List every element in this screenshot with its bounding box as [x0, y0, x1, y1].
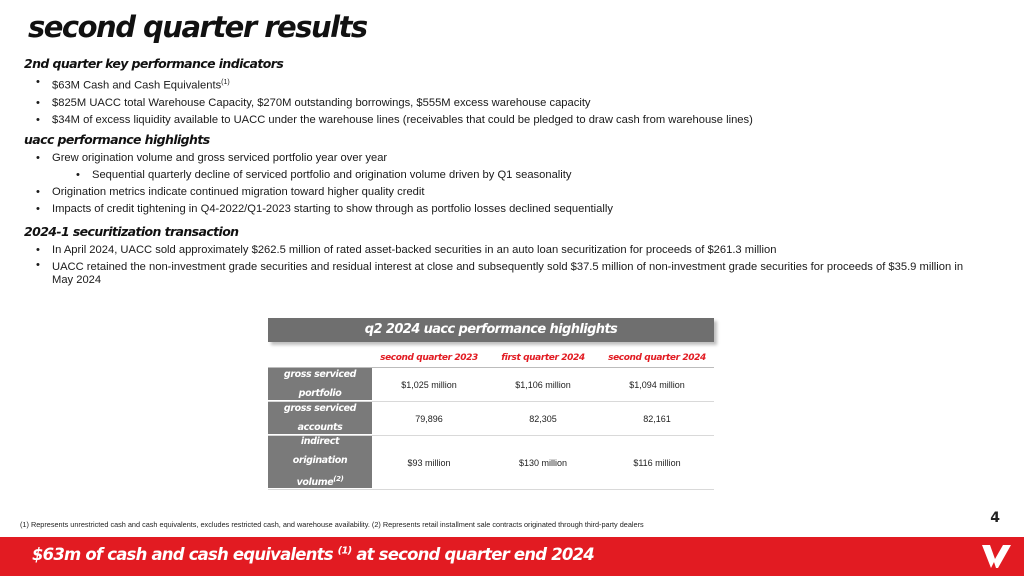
kpi-bullet: • $825M UACC total Warehouse Capacity, $270M outstanding borrowings, $555M excess warehouse capacity — [36, 95, 984, 112]
highlights-bullet: • Grew origination volume and gross serviced portfolio year over year — [36, 150, 984, 167]
securitization-bullet-list — [36, 242, 984, 289]
column-header: first quarter 2024 — [501, 352, 585, 363]
footnote-ref: (1) — [337, 545, 352, 557]
highlights-bullet: • Impacts of credit tightening in Q4-2022/Q1-2023 starting to show through as portfolio losses declined sequentially — [36, 201, 984, 218]
table-cell: 82,305 — [529, 413, 557, 424]
table-banner: q2 2024 uacc performance highlights — [268, 318, 714, 342]
table-row — [268, 436, 714, 490]
row-header: gross serviced portfolio — [268, 368, 372, 401]
footer-bar — [0, 537, 1024, 576]
table-cell: $1,094 million — [629, 379, 685, 390]
highlights-bullet-list — [36, 150, 984, 218]
page-title: second quarter results — [28, 10, 367, 44]
row-header: gross serviced accounts — [268, 402, 372, 435]
v-logo-icon — [980, 542, 1012, 570]
table-cell: 82,161 — [643, 413, 671, 424]
table-cell: 79,896 — [415, 413, 443, 424]
table-row — [268, 368, 714, 402]
footer-tagline: $63m of cash and cash equivalents $^{(1)}$ at second quarter end 2024 — [32, 545, 594, 564]
highlights-bullet: • Origination metrics indicate continued migration toward higher quality credit — [36, 184, 984, 201]
securitization-bullet: • In April 2024, UACC sold approximately $262.5 million of rated asset-backed securities in an auto loan securitization for proceeds of $261.3 million — [36, 242, 984, 259]
highlights-sub-bullet: • Sequential quarterly decline of serviced portfolio and origination volume driven by Q1 seasonality — [76, 167, 984, 184]
table-row — [268, 402, 714, 436]
kpi-bullet: • $34M of excess liquidity available to UACC under the warehouse lines (receivables that could be pledged to draw cash from warehouse lines) — [36, 112, 984, 129]
securitization-heading: 2024-1 securitization transaction — [24, 224, 239, 239]
column-header: second quarter 2023 — [380, 352, 478, 363]
table-cell: $93 million — [407, 457, 451, 468]
table-cell: $1,106 million — [515, 379, 571, 390]
table-cell: $1,025 million — [401, 379, 457, 390]
performance-table — [268, 348, 714, 490]
table-cell: $130 million — [518, 457, 568, 468]
page-number: 4 — [990, 510, 1000, 526]
kpi-heading: 2nd quarter key performance indicators — [24, 56, 284, 71]
kpi-bullet-list — [36, 74, 984, 129]
footnote-ref: (1) — [221, 79, 230, 86]
table-cell: $116 million — [633, 457, 681, 468]
kpi-bullet: • $63M Cash and Cash Equivalents$^{(1)}$ — [36, 74, 984, 95]
footnote: (1) Represents unrestricted cash and cash equivalents, excludes restricted cash, and warehouse availability. (2) Represents retail installment sale contracts originated through third-party dealers — [20, 520, 644, 529]
footnote-ref: (2) — [333, 474, 344, 483]
row-header: indirect origination volume$^{(2)}$ — [268, 436, 372, 489]
highlights-heading: uacc performance highlights — [24, 132, 210, 147]
securitization-bullet: • UACC retained the non-investment grade securities and residual interest at close and subsequently sold $37.5 million of non-investment grade securities for proceeds of $35.9 million in May 2024 — [36, 259, 984, 289]
column-header: second quarter 2024 — [608, 352, 706, 363]
